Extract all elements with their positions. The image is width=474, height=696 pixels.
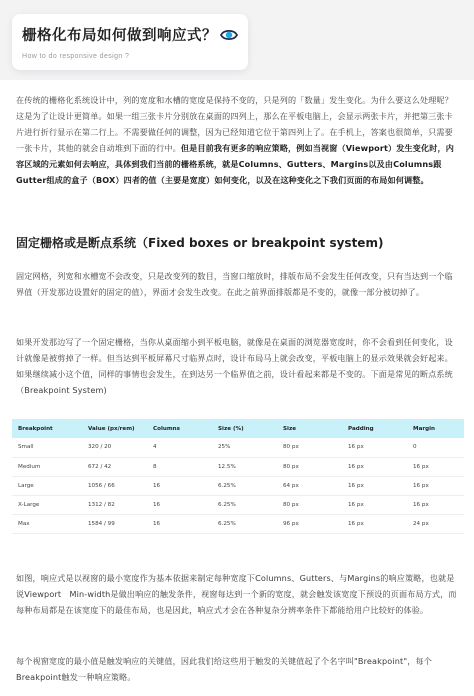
table-cell: 1056 / 66: [82, 476, 147, 495]
page-title: 栅格化布局如何做到响应式？: [22, 28, 217, 44]
table-cell: 24 px: [407, 514, 464, 533]
table-cell: 4: [147, 438, 212, 457]
table-header-cell: Size: [277, 419, 342, 438]
intro-text: 在传统的栅格化系统设计中，列的宽度和水槽的宽度是保持不变的，只是列的「数量」发生变化。为什么要这么处理呢？这是为了让设计更简单。如果一组三张卡片分别放在桌面的四列上，那么在平板电脑上，会显示两张卡片，并把第三张卡片进行折行显示在第二行上。不需要做任何的调整，因为已经知道它位于第四列上了。在手机上，答案也很简单，只需要一张卡片，其他的就会自动堆到下面的行中。: [16, 95, 453, 153]
table-cell: 64 px: [277, 476, 342, 495]
table-cell: 16 px: [342, 438, 407, 457]
table-cell: 25%: [212, 438, 277, 457]
table-row: [12, 438, 464, 457]
table-cell: 16 px: [407, 476, 464, 495]
table-cell: Max: [12, 514, 82, 533]
table-cell: Small: [12, 438, 82, 457]
eye-icon: [220, 26, 238, 44]
table-cell: 12.5%: [212, 457, 277, 476]
table-header-cell: Value (px/rem): [82, 419, 147, 438]
table-cell: 1584 / 99: [82, 514, 147, 533]
closing-paragraph-1: 如图，响应式是以视窗的最小宽度作为基本依据来制定每种宽度下Columns、Gutters、与Margins的响应策略，也就是说Viewport Min-width是做出响应的触发条件，视窗每达到一个新的宽度，就会触发该宽度下预设的页面布局方式，而每种布局都是在该宽度下的最佳布局，也是因此，响应式才会在各种复杂分辨率条件下都能给用户比较好的体验。: [16, 573, 457, 615]
table-header-cell: Breakpoint: [12, 419, 82, 438]
table-cell: 96 px: [277, 514, 342, 533]
section-heading: 固定栅格或是断点系统（Fixed boxes or breakpoint system): [16, 236, 384, 250]
table-cell: 16 px: [342, 476, 407, 495]
table-row: [12, 514, 464, 533]
table-header-cell: Padding: [342, 419, 407, 438]
table-cell: 1312 / 82: [82, 495, 147, 514]
table-cell: 672 / 42: [82, 457, 147, 476]
page-subtitle: How to do responsive design ?: [22, 53, 130, 60]
table-cell: X-Large: [12, 495, 82, 514]
table-cell: 80 px: [277, 495, 342, 514]
table-cell: Medium: [12, 457, 82, 476]
table-cell: 80 px: [277, 438, 342, 457]
title-card: [12, 14, 248, 70]
table-cell: 320 / 20: [82, 438, 147, 457]
table-cell: 6.25%: [212, 514, 277, 533]
table-cell: 6.25%: [212, 495, 277, 514]
table-cell: 8: [147, 457, 212, 476]
table-cell: 16 px: [342, 514, 407, 533]
table-row: [12, 476, 464, 495]
section-paragraph-1: 固定网格，列宽和水槽宽不会改变，只是改变列的数目，当窗口缩放时，排版布局不会发生任何改变，只有当达到一个临界值（开发那边设置好的固定的值），界面才会发生改变。在此之前界面排版都是不变的，就像一部分被切掉了。: [16, 271, 453, 297]
intro-paragraph: [16, 92, 460, 188]
table-header-cell: Columns: [147, 419, 212, 438]
section-paragraph-2: 如果开发那边写了一个固定栅格，当你从桌面缩小到平板电脑，就像是在桌面的浏览器宽度时，你不会看到任何变化，设计就像是被剪掉了一样。但当达到平板屏幕尺寸临界点时，设计布局马上就会改变，平板电脑上的显示效果就会好起来。如果继续减小这个值，同样的事情也会发生，在到达另一个临界值之前，设计看起来都是不变的。下面是常见的断点系统（Breakpoint System): [16, 337, 453, 395]
table-header-row: [12, 419, 464, 438]
table-cell: 16: [147, 495, 212, 514]
table-header-cell: Size (%): [212, 419, 277, 438]
table-cell: 80 px: [277, 457, 342, 476]
table-cell: 16 px: [407, 495, 464, 514]
table-row: [12, 457, 464, 476]
table-cell: 16 px: [342, 457, 407, 476]
table-cell: Large: [12, 476, 82, 495]
table-cell: 6.25%: [212, 476, 277, 495]
breakpoint-table: [12, 419, 464, 534]
table-header-cell: Margin: [407, 419, 464, 438]
table-cell: 0: [407, 438, 464, 457]
table-cell: 16: [147, 514, 212, 533]
table-cell: 16: [147, 476, 212, 495]
table-row: [12, 495, 464, 514]
table-cell: 16 px: [407, 457, 464, 476]
table-cell: 16 px: [342, 495, 407, 514]
closing-paragraph-2: 每个视窗宽度的最小值是触发响应的关键值，因此我们给这些用于触发的关键值起了个名字叫"Breakpoint"，每个Breakpoint触发一种响应策略。: [16, 656, 432, 682]
intro-bold-text: 但是目前我有更多的响应策略，例如当视窗（Viewport）发生变化时，内容区域的元素如何去响应，具体到我们当前的栅格系统，就是Columns、Gutters、Margins以及由Columns跟Gutter组成的盒子（BOX）四者的值（主要是宽度）如何变化，以及在这种变化之下我们页面的布局如何调整。: [16, 143, 454, 185]
